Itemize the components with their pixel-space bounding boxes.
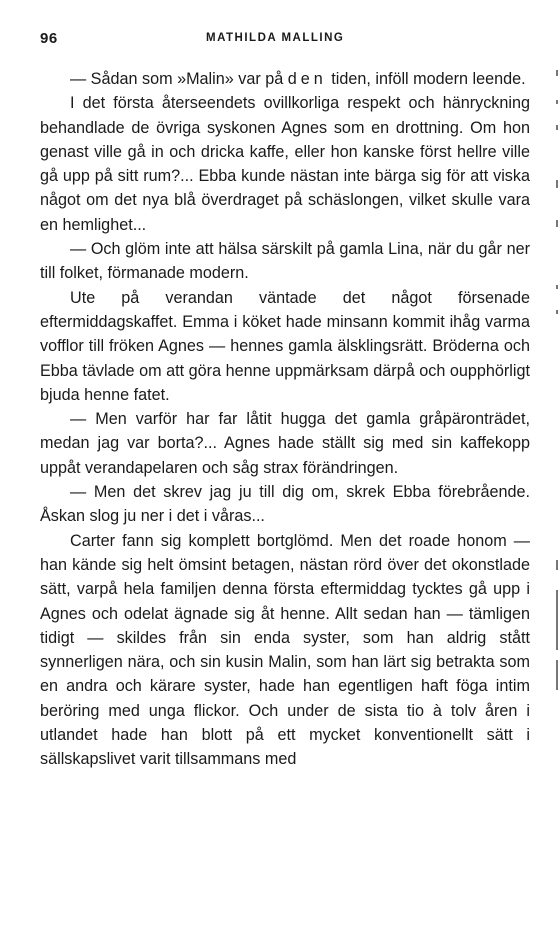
scan-mark <box>556 100 558 104</box>
paragraph: Ute på verandan väntade det något försenade eftermiddagskaffet. Emma i köket hade minsann kommit ihåg varma vofflor till fröken Agnes — hennes gamla älsklingsrätt. Bröderna och Ebba tävlade om att göra henne uppmärksam därpå och oupphörligt bjuda henne fatet. <box>40 288 530 404</box>
scan-mark <box>556 590 558 650</box>
scan-mark <box>556 125 558 130</box>
paragraph-text: tiden, inföll modern leende. <box>326 70 526 88</box>
paragraph <box>40 67 530 91</box>
scan-edge-marks <box>552 60 560 880</box>
page-number: 96 <box>40 30 58 47</box>
paragraph: — Men det skrev jag ju till dig om, skrek Ebba förebrående. Åskan slog ju ner i det i våras... <box>40 483 530 526</box>
body-text <box>40 67 530 772</box>
paragraph: Carter fann sig komplett bortglömd. Men det roade honom — han kände sig helt ömsint betagen, nästan rörd över det okonstlade sätt, varpå hela familjen denna första eftermiddag tycktes gå upp i Agnes och odelat ägnade sig åt henne. Allt sedan han — tämligen tidigt — skildes från sin enda syster, som han aldrig stått synnerligen nära, och sin kusin Malin, som han lärt sig betrakta som en andra och kärare syster, hade han egentligen haft föga intim beröring med unga flickor. Och under de sista tio à tolv åren i utlandet hade han blott på ett mycket konventionellt sätt i sällskapslivet varit tillsammans med <box>40 531 530 769</box>
scan-mark <box>556 70 558 76</box>
scan-mark <box>556 285 558 289</box>
scan-mark <box>556 220 558 227</box>
paragraph: I det första återseendets ovillkorliga respekt och hänryckning behandlade de övriga syskonen Agnes som en drottning. Om hon genast ville gå in och dricka kaffe, eller hon kanske först hellre ville gå upp på sitt rum?... Ebba kunde nästan inte bärga sig för att viska något om det nya blå överdraget på schäslongen, vilket skulle vara en hemlighet... <box>40 94 530 234</box>
paragraph-text: — Sådan som »Malin» var på <box>70 70 288 88</box>
paragraph: — Men varför har far låtit hugga det gamla gråpäronträdet, medan jag var borta?... Agnes hade ställt sig med sin kaffekopp uppåt verandapelaren och såg strax förändringen. <box>40 410 530 477</box>
scan-mark <box>556 310 558 314</box>
scan-mark <box>556 180 558 188</box>
page-header <box>40 30 530 52</box>
running-head: MATHILDA MALLING <box>206 32 345 44</box>
scan-mark <box>556 560 558 570</box>
scan-mark <box>556 660 558 690</box>
paragraph: — Och glöm inte att hälsa särskilt på gamla Lina, när du går ner till folket, förmanade modern. <box>40 240 530 283</box>
emphasized-word: den <box>287 70 327 88</box>
